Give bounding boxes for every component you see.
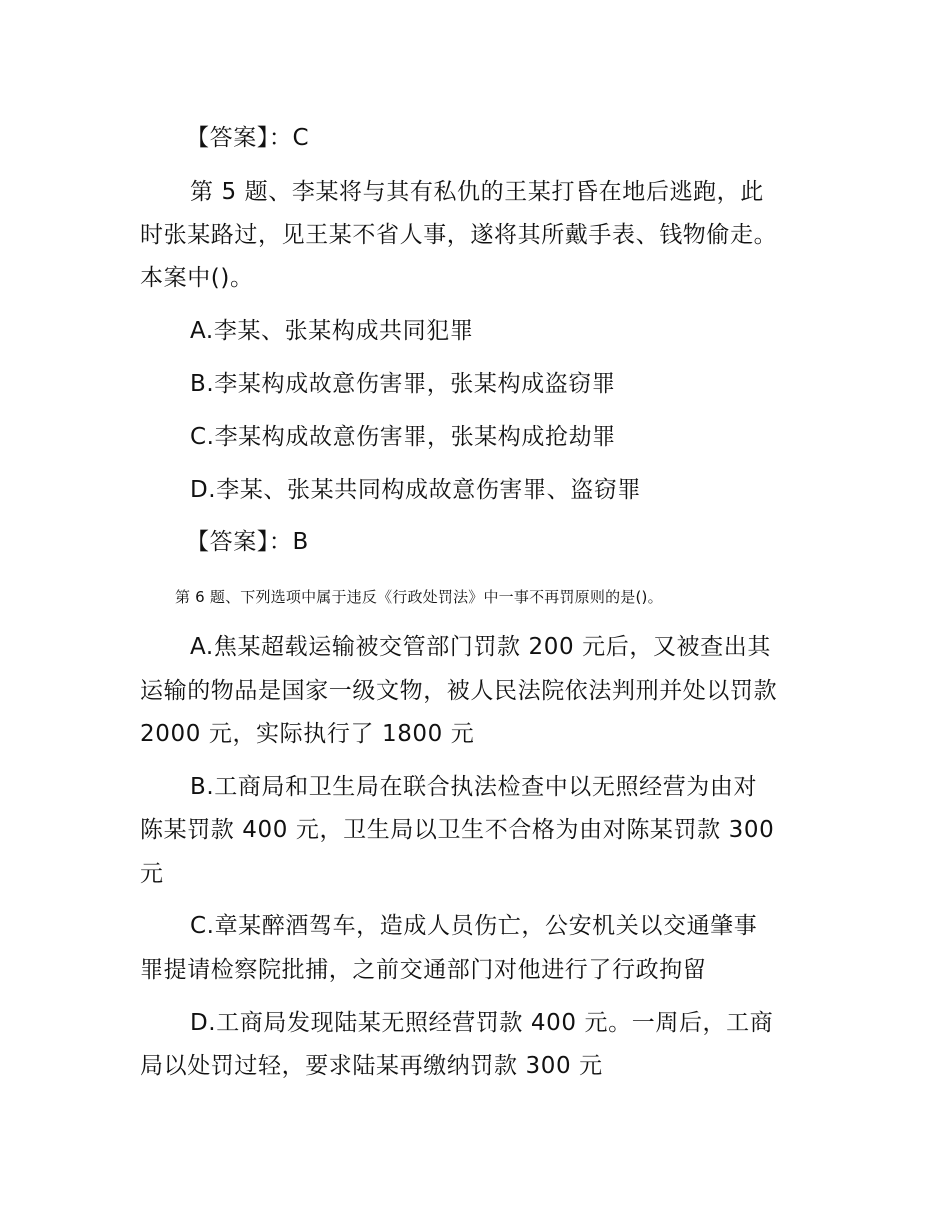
q6-option-a-line-2: 运输的物品是国家一级文物，被人民法院依法判刑并处以罚款 <box>140 678 778 704</box>
q6-option-d-line-2: 局以处罚过轻，要求陆某再缴纳罚款 300 元 <box>140 1053 603 1079</box>
q6-option-b-line-3: 元 <box>140 861 164 887</box>
q5-option-d: D.李某、张某共同构成故意伤害罪、盗窃罪 <box>190 477 642 503</box>
q6-option-b-line-2: 陈某罚款 400 元，卫生局以卫生不合格为由对陈某罚款 300 <box>140 817 775 843</box>
q6-stem: 第 6 题、下列选项中属于违反《行政处罚法》中一事不再罚原则的是()。 <box>175 588 663 606</box>
answer-q5: 【答案】：B <box>186 529 309 555</box>
q6-option-a-line-1: A.焦某超载运输被交管部门罚款 200 元后，又被查出其 <box>190 634 771 660</box>
q5-option-b: B.李某构成故意伤害罪，张某构成盗窃罪 <box>190 371 616 397</box>
q5-stem-line-2: 时张某路过，见王某不省人事，遂将其所戴手表、钱物偷走。 <box>140 222 778 248</box>
q5-option-c: C.李某构成故意伤害罪，张某构成抢劫罪 <box>190 424 616 450</box>
q6-option-a-line-3: 2000 元，实际执行了 1800 元 <box>140 721 475 747</box>
q5-stem-line-3: 本案中()。 <box>140 265 254 291</box>
q6-option-c-line-2: 罪提请检察院批捕，之前交通部门对他进行了行政拘留 <box>140 957 707 983</box>
answer-q4: 【答案】：C <box>186 125 310 151</box>
q6-option-b-line-1: B.工商局和卫生局在联合执法检查中以无照经营为由对 <box>190 774 758 800</box>
q5-option-a: A.李某、张某构成共同犯罪 <box>190 318 474 344</box>
q5-stem-line-1: 第 5 题、李某将与其有私仇的王某打昏在地后逃跑，此 <box>190 179 764 205</box>
q6-option-c-line-1: C.章某醉酒驾车，造成人员伤亡，公安机关以交通肇事 <box>190 913 758 939</box>
q6-option-d-line-1: D.工商局发现陆某无照经营罚款 400 元。一周后，工商 <box>190 1010 774 1036</box>
